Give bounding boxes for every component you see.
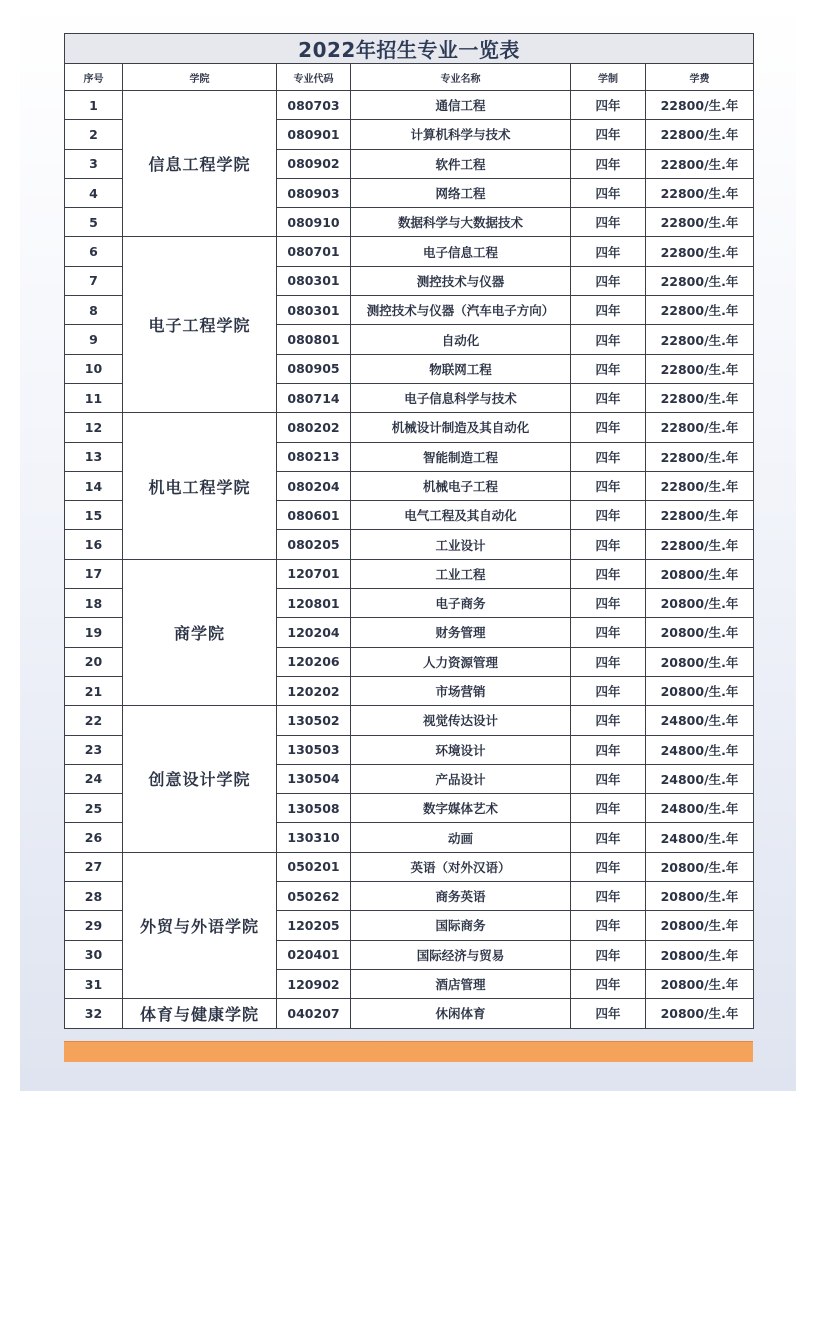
cell-major-name: 国际经济与贸易 bbox=[351, 940, 571, 969]
cell-code: 120202 bbox=[277, 676, 351, 705]
cell-fee: 22800/生.年 bbox=[646, 501, 754, 530]
cell-duration: 四年 bbox=[571, 559, 646, 588]
cell-duration: 四年 bbox=[571, 852, 646, 881]
cell-index: 31 bbox=[65, 969, 123, 998]
cell-index: 10 bbox=[65, 354, 123, 383]
cell-duration: 四年 bbox=[571, 589, 646, 618]
cell-code: 040207 bbox=[277, 999, 351, 1028]
cell-major-name: 计算机科学与技术 bbox=[351, 120, 571, 149]
table-title: 2022年招生专业一览表 bbox=[65, 34, 754, 64]
cell-fee: 20800/生.年 bbox=[646, 969, 754, 998]
cell-index: 12 bbox=[65, 413, 123, 442]
cell-major-name: 电子信息科学与技术 bbox=[351, 383, 571, 412]
table-row bbox=[65, 999, 754, 1028]
cell-code: 080601 bbox=[277, 501, 351, 530]
cell-index: 9 bbox=[65, 325, 123, 354]
cell-duration: 四年 bbox=[571, 706, 646, 735]
cell-duration: 四年 bbox=[571, 882, 646, 911]
cell-major-name: 电子信息工程 bbox=[351, 237, 571, 266]
cell-code: 020401 bbox=[277, 940, 351, 969]
table-body bbox=[65, 91, 754, 1029]
cell-index: 26 bbox=[65, 823, 123, 852]
cell-major-name: 环境设计 bbox=[351, 735, 571, 764]
header-name: 专业名称 bbox=[351, 64, 571, 91]
cell-major-name: 工业工程 bbox=[351, 559, 571, 588]
cell-index: 27 bbox=[65, 852, 123, 881]
cell-code: 080204 bbox=[277, 471, 351, 500]
cell-duration: 四年 bbox=[571, 940, 646, 969]
cell-index: 32 bbox=[65, 999, 123, 1028]
cell-code: 120204 bbox=[277, 618, 351, 647]
cell-college: 电子工程学院 bbox=[123, 237, 277, 413]
cell-duration: 四年 bbox=[571, 178, 646, 207]
cell-fee: 20800/生.年 bbox=[646, 559, 754, 588]
cell-index: 22 bbox=[65, 706, 123, 735]
cell-major-name: 市场营销 bbox=[351, 676, 571, 705]
cell-fee: 20800/生.年 bbox=[646, 852, 754, 881]
cell-college: 商学院 bbox=[123, 559, 277, 705]
cell-code: 080301 bbox=[277, 266, 351, 295]
cell-fee: 22800/生.年 bbox=[646, 442, 754, 471]
cell-index: 2 bbox=[65, 120, 123, 149]
table-row bbox=[65, 237, 754, 266]
cell-major-name: 英语（对外汉语） bbox=[351, 852, 571, 881]
cell-index: 21 bbox=[65, 676, 123, 705]
cell-duration: 四年 bbox=[571, 354, 646, 383]
cell-code: 080703 bbox=[277, 91, 351, 120]
cell-code: 080213 bbox=[277, 442, 351, 471]
header-duration: 学制 bbox=[571, 64, 646, 91]
cell-major-name: 机械设计制造及其自动化 bbox=[351, 413, 571, 442]
cell-fee: 22800/生.年 bbox=[646, 208, 754, 237]
cell-code: 080910 bbox=[277, 208, 351, 237]
cell-index: 17 bbox=[65, 559, 123, 588]
cell-index: 6 bbox=[65, 237, 123, 266]
majors-table bbox=[64, 33, 754, 1029]
cell-college: 信息工程学院 bbox=[123, 91, 277, 237]
cell-duration: 四年 bbox=[571, 413, 646, 442]
cell-duration: 四年 bbox=[571, 442, 646, 471]
cell-fee: 20800/生.年 bbox=[646, 618, 754, 647]
cell-fee: 24800/生.年 bbox=[646, 794, 754, 823]
cell-code: 050201 bbox=[277, 852, 351, 881]
table-row bbox=[65, 559, 754, 588]
cell-major-name: 智能制造工程 bbox=[351, 442, 571, 471]
table-row bbox=[65, 852, 754, 881]
cell-fee: 24800/生.年 bbox=[646, 735, 754, 764]
cell-code: 050262 bbox=[277, 882, 351, 911]
cell-index: 11 bbox=[65, 383, 123, 412]
cell-index: 7 bbox=[65, 266, 123, 295]
cell-major-name: 休闲体育 bbox=[351, 999, 571, 1028]
cell-code: 120701 bbox=[277, 559, 351, 588]
cell-fee: 22800/生.年 bbox=[646, 354, 754, 383]
cell-duration: 四年 bbox=[571, 471, 646, 500]
cell-fee: 22800/生.年 bbox=[646, 149, 754, 178]
cell-major-name: 机械电子工程 bbox=[351, 471, 571, 500]
cell-index: 3 bbox=[65, 149, 123, 178]
cell-fee: 22800/生.年 bbox=[646, 296, 754, 325]
cell-fee: 20800/生.年 bbox=[646, 999, 754, 1028]
cell-duration: 四年 bbox=[571, 676, 646, 705]
cell-fee: 22800/生.年 bbox=[646, 413, 754, 442]
cell-code: 080902 bbox=[277, 149, 351, 178]
cell-duration: 四年 bbox=[571, 647, 646, 676]
cell-duration: 四年 bbox=[571, 208, 646, 237]
cell-major-name: 商务英语 bbox=[351, 882, 571, 911]
cell-major-name: 动画 bbox=[351, 823, 571, 852]
cell-college: 创意设计学院 bbox=[123, 706, 277, 852]
header-index: 序号 bbox=[65, 64, 123, 91]
cell-duration: 四年 bbox=[571, 383, 646, 412]
cell-fee: 22800/生.年 bbox=[646, 266, 754, 295]
cell-index: 1 bbox=[65, 91, 123, 120]
cell-fee: 20800/生.年 bbox=[646, 940, 754, 969]
cell-major-name: 电子商务 bbox=[351, 589, 571, 618]
cell-index: 20 bbox=[65, 647, 123, 676]
cell-code: 080714 bbox=[277, 383, 351, 412]
cell-code: 080701 bbox=[277, 237, 351, 266]
cell-code: 120801 bbox=[277, 589, 351, 618]
cell-major-name: 酒店管理 bbox=[351, 969, 571, 998]
cell-code: 080903 bbox=[277, 178, 351, 207]
cell-duration: 四年 bbox=[571, 237, 646, 266]
cell-code: 080202 bbox=[277, 413, 351, 442]
cell-major-name: 测控技术与仪器（汽车电子方向） bbox=[351, 296, 571, 325]
cell-major-name: 财务管理 bbox=[351, 618, 571, 647]
cell-code: 120205 bbox=[277, 911, 351, 940]
cell-fee: 20800/生.年 bbox=[646, 647, 754, 676]
cell-duration: 四年 bbox=[571, 999, 646, 1028]
table-row bbox=[65, 706, 754, 735]
cell-code: 080901 bbox=[277, 120, 351, 149]
cell-code: 130310 bbox=[277, 823, 351, 852]
cell-index: 14 bbox=[65, 471, 123, 500]
cell-duration: 四年 bbox=[571, 266, 646, 295]
cell-college: 体育与健康学院 bbox=[123, 999, 277, 1028]
cell-fee: 22800/生.年 bbox=[646, 530, 754, 559]
cell-index: 29 bbox=[65, 911, 123, 940]
cell-fee: 24800/生.年 bbox=[646, 823, 754, 852]
cell-index: 18 bbox=[65, 589, 123, 618]
cell-index: 4 bbox=[65, 178, 123, 207]
cell-fee: 22800/生.年 bbox=[646, 91, 754, 120]
cell-fee: 22800/生.年 bbox=[646, 120, 754, 149]
cell-major-name: 人力资源管理 bbox=[351, 647, 571, 676]
cell-fee: 22800/生.年 bbox=[646, 237, 754, 266]
cell-fee: 22800/生.年 bbox=[646, 325, 754, 354]
cell-duration: 四年 bbox=[571, 969, 646, 998]
cell-duration: 四年 bbox=[571, 91, 646, 120]
cell-fee: 22800/生.年 bbox=[646, 471, 754, 500]
cell-duration: 四年 bbox=[571, 911, 646, 940]
cell-index: 28 bbox=[65, 882, 123, 911]
cell-index: 24 bbox=[65, 764, 123, 793]
cell-duration: 四年 bbox=[571, 735, 646, 764]
cell-code: 120206 bbox=[277, 647, 351, 676]
cell-fee: 24800/生.年 bbox=[646, 764, 754, 793]
cell-major-name: 数字媒体艺术 bbox=[351, 794, 571, 823]
cell-duration: 四年 bbox=[571, 325, 646, 354]
cell-major-name: 视觉传达设计 bbox=[351, 706, 571, 735]
cell-duration: 四年 bbox=[571, 794, 646, 823]
cell-major-name: 测控技术与仪器 bbox=[351, 266, 571, 295]
cell-duration: 四年 bbox=[571, 764, 646, 793]
cell-duration: 四年 bbox=[571, 501, 646, 530]
header-code: 专业代码 bbox=[277, 64, 351, 91]
cell-fee: 20800/生.年 bbox=[646, 676, 754, 705]
cell-fee: 22800/生.年 bbox=[646, 383, 754, 412]
header-college: 学院 bbox=[123, 64, 277, 91]
table-row bbox=[65, 413, 754, 442]
cell-college: 机电工程学院 bbox=[123, 413, 277, 559]
cell-major-name: 自动化 bbox=[351, 325, 571, 354]
cell-code: 130508 bbox=[277, 794, 351, 823]
cell-duration: 四年 bbox=[571, 296, 646, 325]
cell-major-name: 电气工程及其自动化 bbox=[351, 501, 571, 530]
cell-code: 080801 bbox=[277, 325, 351, 354]
cell-index: 8 bbox=[65, 296, 123, 325]
footer-bar bbox=[64, 1041, 753, 1062]
cell-code: 080301 bbox=[277, 296, 351, 325]
cell-code: 130504 bbox=[277, 764, 351, 793]
cell-duration: 四年 bbox=[571, 149, 646, 178]
cell-college: 外贸与外语学院 bbox=[123, 852, 277, 998]
cell-major-name: 网络工程 bbox=[351, 178, 571, 207]
cell-index: 5 bbox=[65, 208, 123, 237]
cell-major-name: 产品设计 bbox=[351, 764, 571, 793]
cell-index: 19 bbox=[65, 618, 123, 647]
cell-code: 080905 bbox=[277, 354, 351, 383]
cell-major-name: 国际商务 bbox=[351, 911, 571, 940]
cell-index: 16 bbox=[65, 530, 123, 559]
cell-code: 130502 bbox=[277, 706, 351, 735]
cell-duration: 四年 bbox=[571, 120, 646, 149]
cell-index: 23 bbox=[65, 735, 123, 764]
cell-major-name: 工业设计 bbox=[351, 530, 571, 559]
cell-code: 080205 bbox=[277, 530, 351, 559]
table-row bbox=[65, 91, 754, 120]
cell-fee: 22800/生.年 bbox=[646, 178, 754, 207]
cell-major-name: 数据科学与大数据技术 bbox=[351, 208, 571, 237]
cell-major-name: 通信工程 bbox=[351, 91, 571, 120]
cell-fee: 20800/生.年 bbox=[646, 911, 754, 940]
cell-index: 25 bbox=[65, 794, 123, 823]
cell-duration: 四年 bbox=[571, 530, 646, 559]
header-fee: 学费 bbox=[646, 64, 754, 91]
cell-index: 30 bbox=[65, 940, 123, 969]
cell-major-name: 物联网工程 bbox=[351, 354, 571, 383]
cell-fee: 20800/生.年 bbox=[646, 589, 754, 618]
cell-duration: 四年 bbox=[571, 618, 646, 647]
cell-major-name: 软件工程 bbox=[351, 149, 571, 178]
cell-code: 120902 bbox=[277, 969, 351, 998]
cell-index: 15 bbox=[65, 501, 123, 530]
cell-code: 130503 bbox=[277, 735, 351, 764]
cell-duration: 四年 bbox=[571, 823, 646, 852]
cell-index: 13 bbox=[65, 442, 123, 471]
cell-fee: 20800/生.年 bbox=[646, 882, 754, 911]
cell-fee: 24800/生.年 bbox=[646, 706, 754, 735]
